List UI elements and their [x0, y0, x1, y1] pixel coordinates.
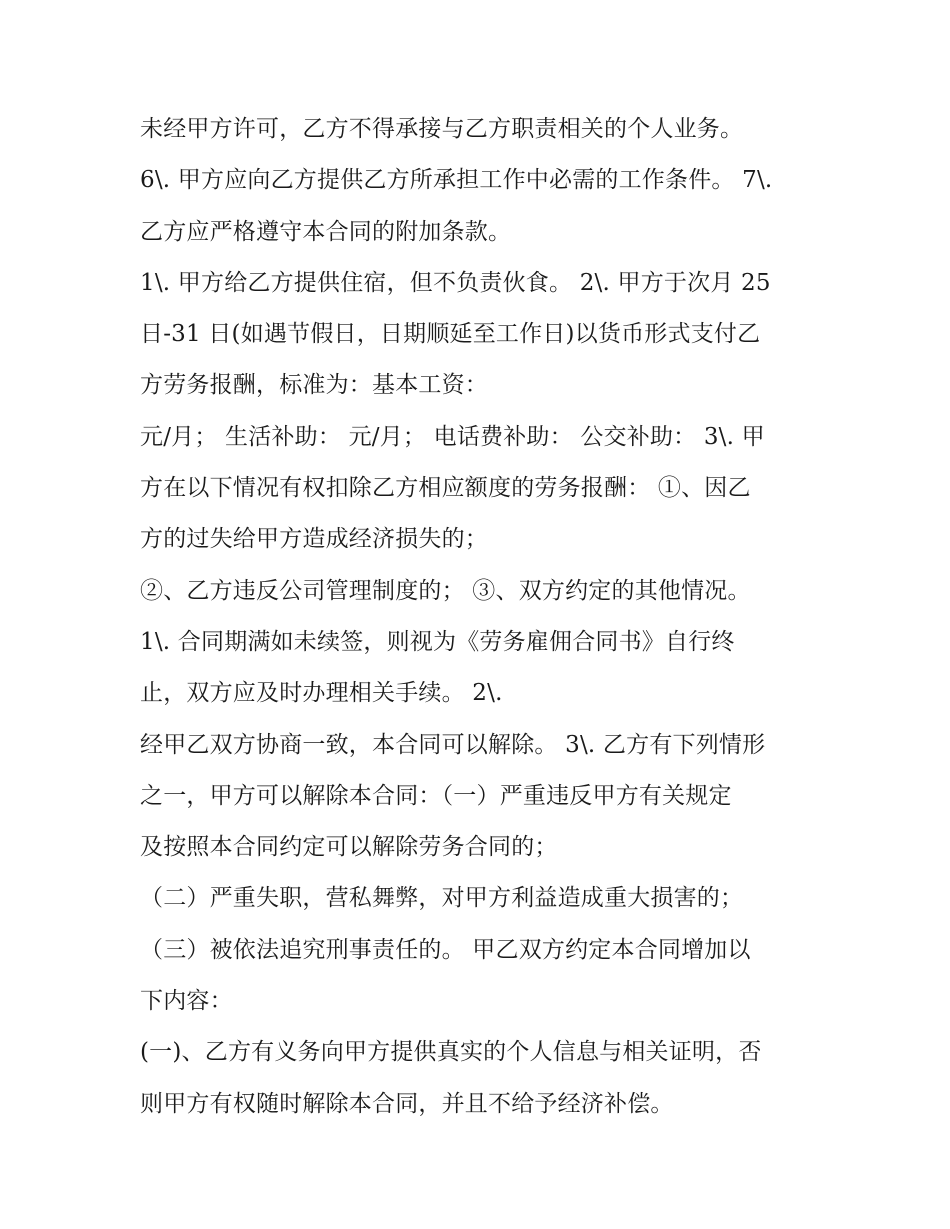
contract-text-body — [140, 104, 820, 1130]
text-line: (一)、乙方有义务向甲方提供真实的个人信息与相关证明，否 — [140, 1039, 762, 1066]
text-line: 方的过失给甲方造成经济损失的； — [140, 526, 488, 553]
text-line: （二）严重失职，营私舞弊，对甲方利益造成重大损害的； — [140, 885, 744, 912]
text-line: 乙方应严格遵守本合同的附加条款。 — [140, 218, 512, 245]
text-line: ②、乙方违反公司管理制度的； ③、双方约定的其他情况。 — [140, 577, 751, 604]
text-line: 1\. 合同期满如未续签，则视为《劳务雇佣合同书》自行终 — [140, 628, 735, 655]
text-line: 1\. 甲方给乙方提供住宿，但不负责伙食。 2\. 甲方于次月 25 — [140, 269, 771, 296]
text-line: 6\. 甲方应向乙方提供乙方所承担工作中必需的工作条件。 7\. — [140, 167, 773, 194]
text-line: 方劳务报酬，标准为：基本工资： — [140, 372, 488, 399]
text-line: 及按照本合同约定可以解除劳务合同的； — [140, 834, 558, 861]
text-line: 下内容： — [140, 988, 233, 1015]
text-line: 未经甲方许可，乙方不得承接与乙方职责相关的个人业务。 — [140, 116, 744, 142]
text-line: 元/月； 生活补助： 元/月； 电话费补助： 公交补助： 3\. 甲 — [140, 423, 765, 450]
text-line: 方在以下情况有权扣除乙方相应额度的劳务报酬： ①、因乙 — [140, 475, 751, 502]
text-line: （三）被依法追究刑事责任的。 甲乙双方约定本合同增加以 — [140, 936, 751, 963]
text-line: 经甲乙双方协商一致，本合同可以解除。 3\. 乙方有下列情形 — [140, 731, 766, 758]
text-line: 日-31 日(如遇节假日，日期顺延至工作日)以货币形式支付乙 — [140, 321, 761, 348]
text-line: 止，双方应及时办理相关手续。 2\. — [140, 680, 503, 707]
text-line: 则甲方有权随时解除本合同，并且不给予经济补偿。 — [140, 1090, 674, 1117]
text-line: 之一，甲方可以解除本合同：（一）严重违反甲方有关规定 — [140, 782, 732, 809]
